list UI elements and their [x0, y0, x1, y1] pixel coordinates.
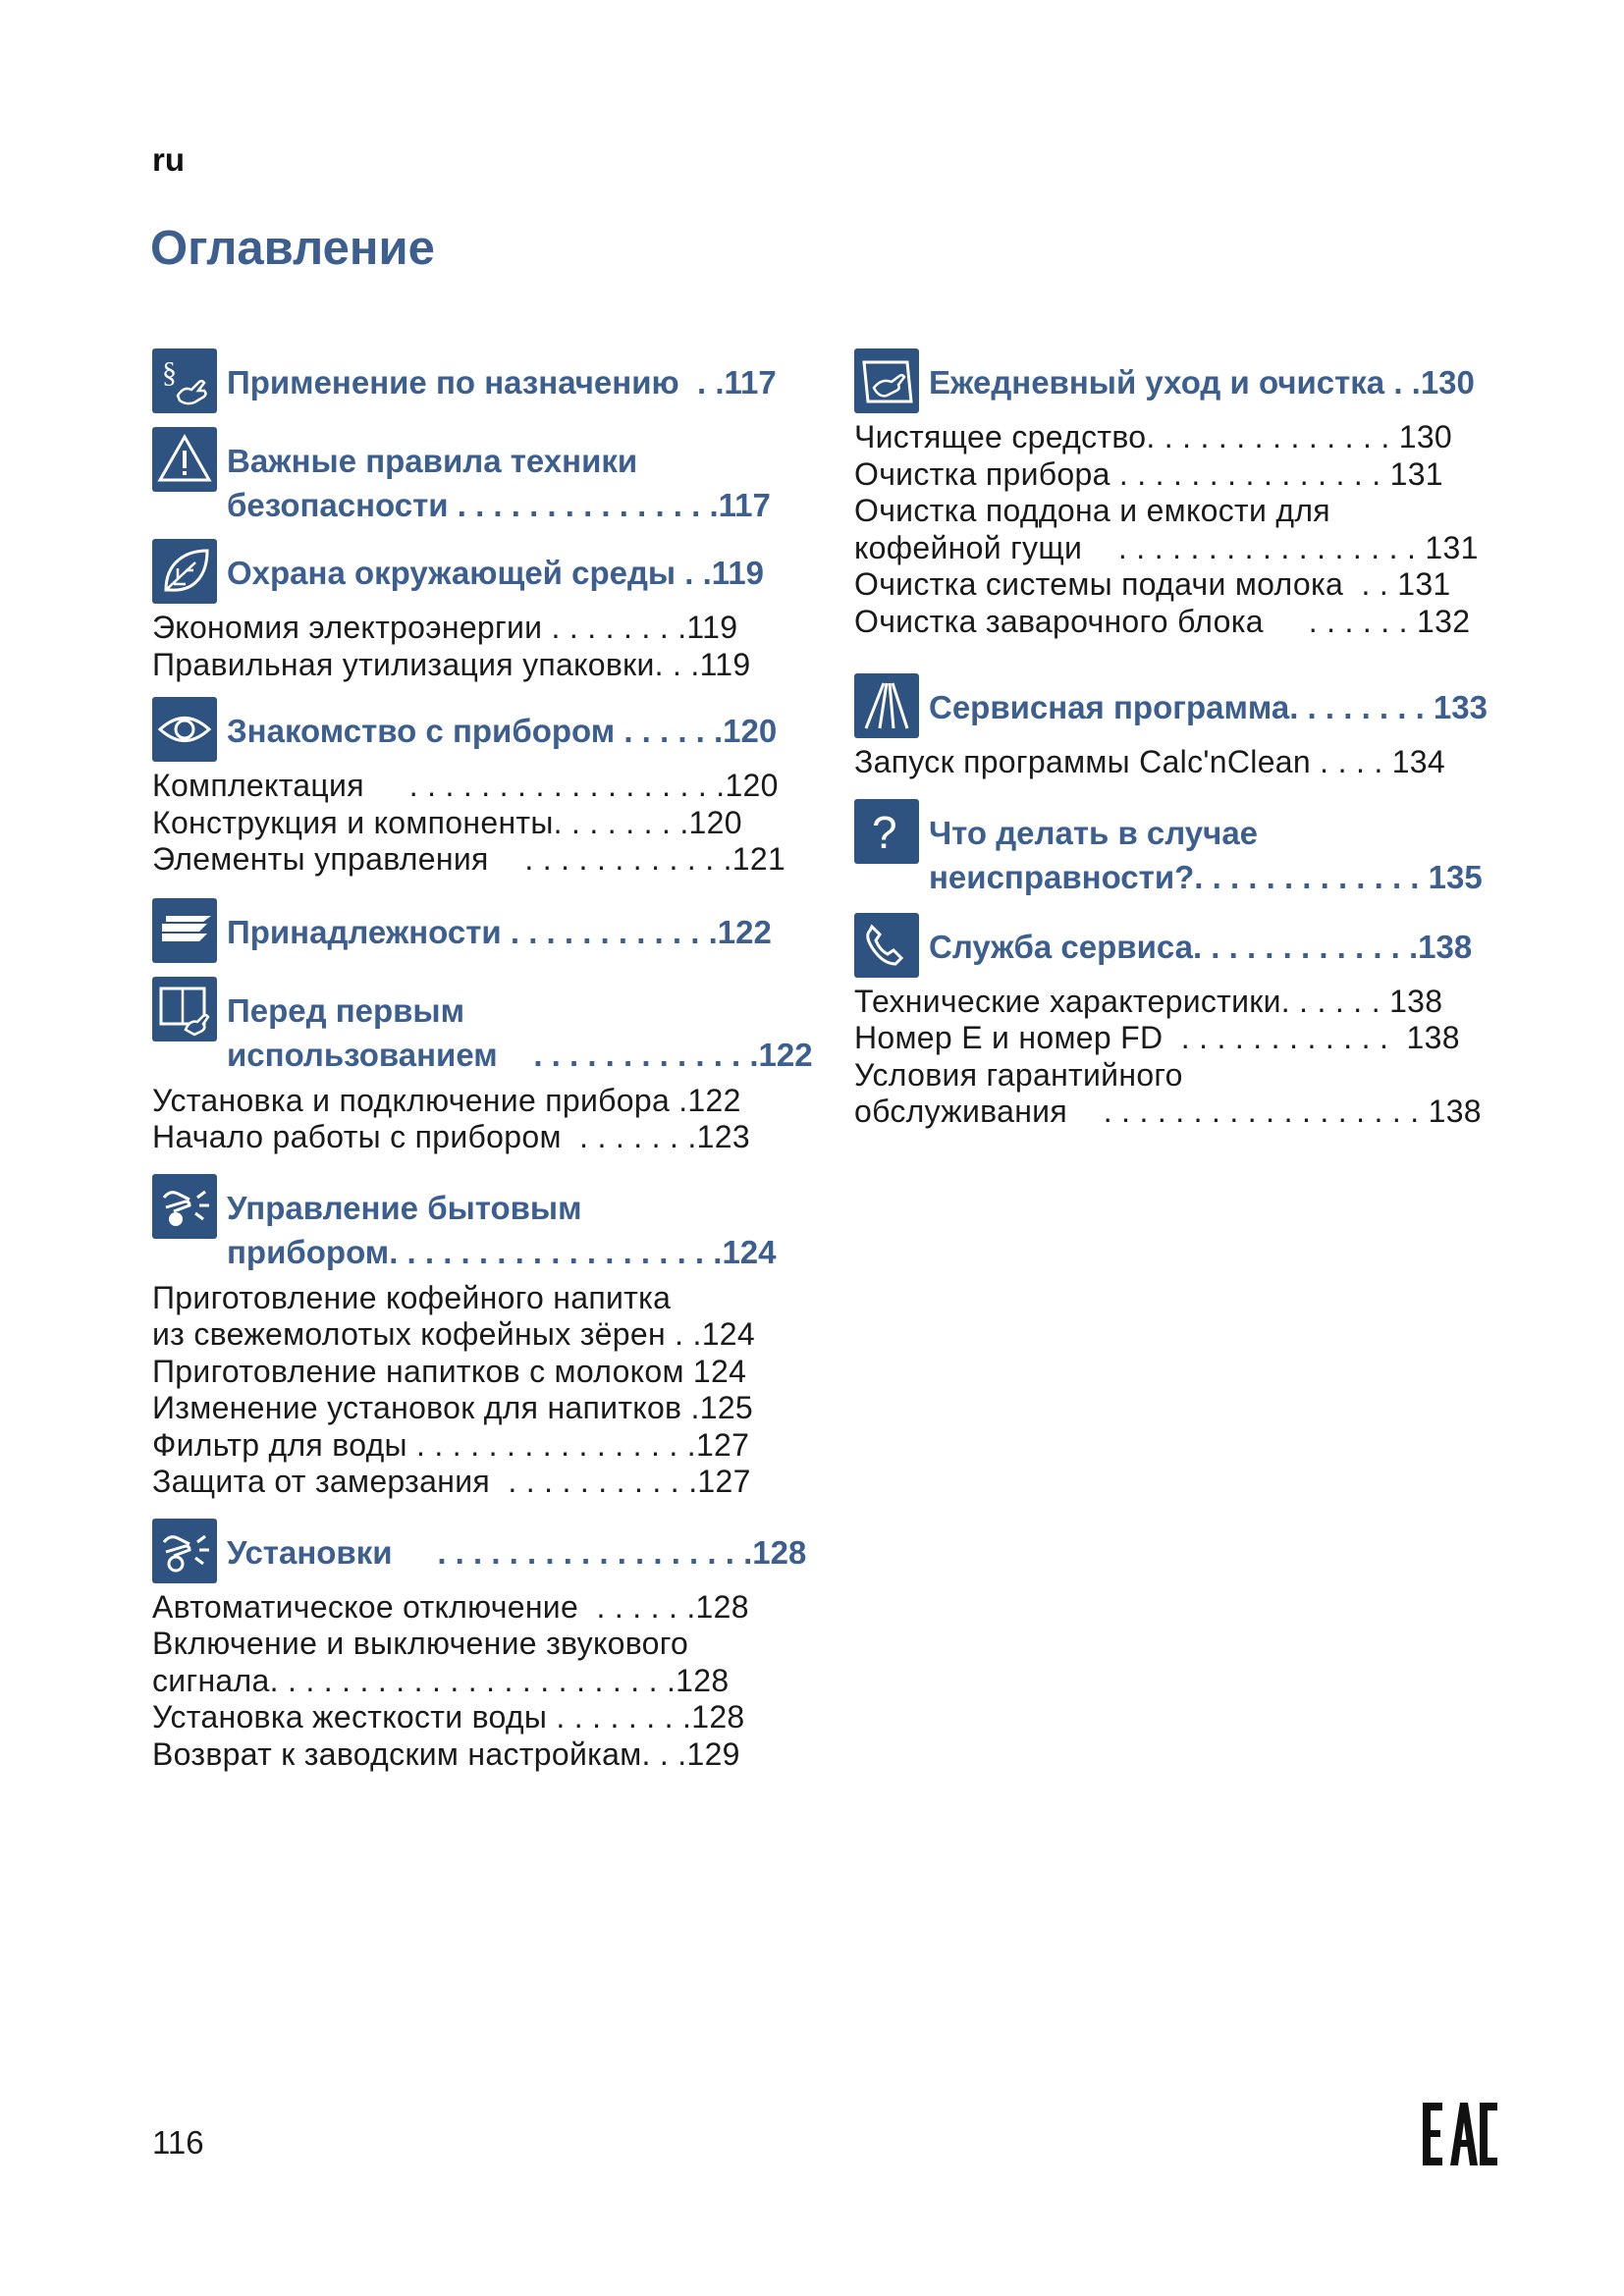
toc-entry[interactable]: Фильтр для воды . . . . . . . . . . . . . . . .127: [152, 1426, 750, 1463]
phone-icon-glyph: [858, 917, 915, 974]
toc-section-heading[interactable]: [152, 697, 820, 762]
toc-section: [854, 913, 1532, 1131]
toc-section-title-line: Знакомство с прибором . . . . . .120: [227, 713, 778, 749]
toc-section-title: [929, 811, 1483, 899]
toc-section-title: [227, 910, 772, 954]
toc-section-heading[interactable]: [152, 539, 820, 604]
hand-press-icon: [152, 1174, 217, 1239]
svg-text:?: ?: [872, 806, 897, 858]
toc-entry[interactable]: Автоматическое отключение . . . . . .128: [152, 1588, 749, 1625]
toc-section: [854, 348, 1532, 640]
toc-entry-list: [152, 768, 820, 879]
toc-section-heading[interactable]: [152, 348, 820, 413]
toc-section-title-line: Применение по назначению . .117: [227, 364, 777, 400]
toc-section-title-line: Ежедневный уход и очистка . .130: [929, 364, 1475, 400]
eye-icon-glyph: [156, 701, 213, 758]
layers-icon-glyph: [156, 902, 213, 959]
warning-triangle-icon-glyph: [156, 431, 213, 488]
page-title: Оглавление: [150, 222, 435, 275]
toc-section-title-line: прибором. . . . . . . . . . . . . . . . . . .124: [227, 1233, 777, 1270]
toc-entry[interactable]: Приготовление кофейного напитка: [152, 1279, 672, 1315]
page-number: 116: [152, 2124, 204, 2161]
toc-entry[interactable]: из свежемолотых кофейных зёрен . .124: [152, 1316, 755, 1352]
toc-section: [152, 348, 820, 413]
leaf-icon: [152, 539, 217, 604]
toc-section-title-line: Управление бытовым: [227, 1189, 582, 1226]
toc-entry[interactable]: Правильная утилизация упаковки. . .119: [152, 646, 751, 682]
toc-section: [854, 673, 1532, 781]
toc-section: [152, 539, 820, 683]
toc-entry[interactable]: Очистка заварочного блока . . . . . . 132: [854, 603, 1471, 639]
toc-entry-list: [854, 419, 1532, 640]
toc-entry[interactable]: Конструкция и компоненты. . . . . . . .120: [152, 804, 742, 840]
svg-text:§: §: [162, 356, 177, 389]
toc-entry[interactable]: Комплектация . . . . . . . . . . . . . . . . . .120: [152, 768, 779, 803]
toc-section-title-line: Важные правила техники: [227, 443, 638, 479]
toc-section-heading[interactable]: [854, 913, 1532, 978]
hand-press-icon-glyph: [156, 1178, 213, 1235]
toc-section-heading[interactable]: [854, 673, 1532, 738]
cleaning-cloth-icon-glyph: [858, 352, 915, 409]
toc-section-title-line: неисправности?. . . . . . . . . . . . . 135: [929, 858, 1483, 895]
toc-section-title-line: использованием . . . . . . . . . . . . .122: [227, 1036, 813, 1073]
toc-section-title: [929, 685, 1488, 729]
toc-right-column: [854, 348, 1532, 1131]
toc-section-title-line: Принадлежности . . . . . . . . . . . .122: [227, 913, 772, 950]
toc-entry[interactable]: Изменение установок для напитков .125: [152, 1390, 754, 1425]
book-hand-icon: [152, 977, 217, 1041]
toc-entry[interactable]: кофейной гущи . . . . . . . . . . . . . . . . . 131: [854, 529, 1479, 565]
toc-section-title-line: безопасности . . . . . . . . . . . . . . .117: [227, 487, 771, 523]
toc-section-title: [929, 360, 1475, 404]
paragraph-hand-icon-glyph: [156, 352, 213, 409]
toc-entry-list: [854, 984, 1532, 1131]
toc-section: [152, 977, 820, 1156]
toc-entry[interactable]: Экономия электроэнергии . . . . . . . .119: [152, 610, 738, 645]
layers-icon: [152, 898, 217, 963]
toc-section-title-line: Установки . . . . . . . . . . . . . . . . . .128: [227, 1533, 807, 1571]
toc-section: [152, 1519, 820, 1774]
toc-entry[interactable]: Установка жесткости воды . . . . . . . .128: [152, 1699, 745, 1735]
toc-section-title: [227, 709, 777, 753]
water-jets-icon: [854, 673, 919, 738]
toc-section-heading[interactable]: [152, 898, 820, 963]
toc-entry-list: [152, 610, 820, 683]
toc-section-title: [227, 551, 764, 595]
toc-entry[interactable]: Защита от замерзания . . . . . . . . . . .127: [152, 1464, 751, 1499]
phone-icon: [854, 913, 919, 978]
toc-section-title-line: Служба сервиса. . . . . . . . . . . . .138: [929, 928, 1473, 965]
toc-entry[interactable]: Установка и подключение прибора .122: [152, 1082, 741, 1118]
toc-entry-list: [152, 1280, 820, 1501]
toc-entry[interactable]: Условия гарантийного: [854, 1056, 1183, 1093]
toc-entry[interactable]: сигнала. . . . . . . . . . . . . . . . . . . . . . .128: [152, 1662, 730, 1698]
toc-entry-list: [854, 744, 1532, 781]
toc-entry[interactable]: Очистка системы подачи молока . . 131: [854, 566, 1451, 602]
hand-settings-icon: [152, 1519, 217, 1583]
toc-section: [152, 898, 820, 963]
toc-section-title: [227, 988, 813, 1077]
question-mark-icon-glyph: [858, 803, 915, 860]
toc-entry[interactable]: Элементы управления . . . . . . . . . . . .121: [152, 841, 786, 877]
toc-entry[interactable]: обслуживания . . . . . . . . . . . . . . . . . . 138: [854, 1094, 1482, 1129]
toc-section-title-line: Сервисная программа. . . . . . . . 133: [929, 689, 1488, 725]
paragraph-hand-icon: [152, 348, 217, 413]
toc-section-title: [227, 1186, 777, 1274]
toc-entry[interactable]: Очистка поддона и емкости для: [854, 493, 1330, 528]
book-hand-icon-glyph: [156, 981, 213, 1038]
cleaning-cloth-icon: [854, 348, 919, 413]
toc-section-heading[interactable]: [152, 1174, 820, 1274]
eye-icon: [152, 697, 217, 762]
toc-section-heading[interactable]: [152, 1519, 820, 1583]
toc-entry[interactable]: Возврат к заводским настройкам. . .129: [152, 1735, 740, 1772]
language-label: ru: [152, 141, 185, 178]
toc-section: [152, 1174, 820, 1501]
warning-triangle-icon: [152, 427, 217, 492]
toc-section: [854, 799, 1532, 899]
toc-entry[interactable]: Очистка прибора . . . . . . . . . . . . . . . 131: [854, 455, 1443, 492]
toc-section-heading[interactable]: [854, 799, 1532, 899]
toc-section-title-line: Что делать в случае: [929, 814, 1259, 851]
toc-section: [152, 427, 820, 527]
toc-section-heading[interactable]: [854, 348, 1532, 413]
toc-left-column: [152, 348, 820, 1773]
toc-entry[interactable]: Запуск программы Calc'nClean . . . . 134: [854, 744, 1445, 779]
toc-entry[interactable]: Технические характеристики. . . . . . 138: [854, 983, 1443, 1019]
toc-entry[interactable]: Начало работы с прибором . . . . . . .123: [152, 1119, 750, 1154]
toc-entry[interactable]: Приготовление напитков с молоком 124: [152, 1353, 747, 1389]
toc-section-title-line: Перед первым: [227, 991, 465, 1029]
leaf-icon-glyph: [156, 543, 213, 600]
toc-section-title-line: Охрана окружающей среды . .119: [227, 555, 765, 591]
toc-section-heading[interactable]: [152, 977, 820, 1077]
toc-section: [152, 697, 820, 879]
toc-section-title: [929, 925, 1472, 969]
toc-section-title: [227, 1530, 806, 1575]
toc-section-title: [227, 360, 777, 404]
hand-settings-icon-glyph: [156, 1522, 213, 1579]
toc-section-title: [227, 439, 771, 527]
toc-entry-list: [152, 1083, 820, 1156]
question-mark-icon: [854, 799, 919, 864]
toc-entry[interactable]: Включение и выключение звукового: [152, 1626, 689, 1661]
toc-entry[interactable]: Номер E и номер FD . . . . . . . . . . . . 138: [854, 1020, 1460, 1055]
eac-mark-icon: [1421, 2101, 1499, 2167]
toc-section-heading[interactable]: [152, 427, 820, 527]
toc-entry-list: [152, 1589, 820, 1774]
toc-entry[interactable]: Чистящее средство. . . . . . . . . . . . . . 130: [854, 419, 1453, 454]
water-jets-icon-glyph: [858, 677, 915, 734]
